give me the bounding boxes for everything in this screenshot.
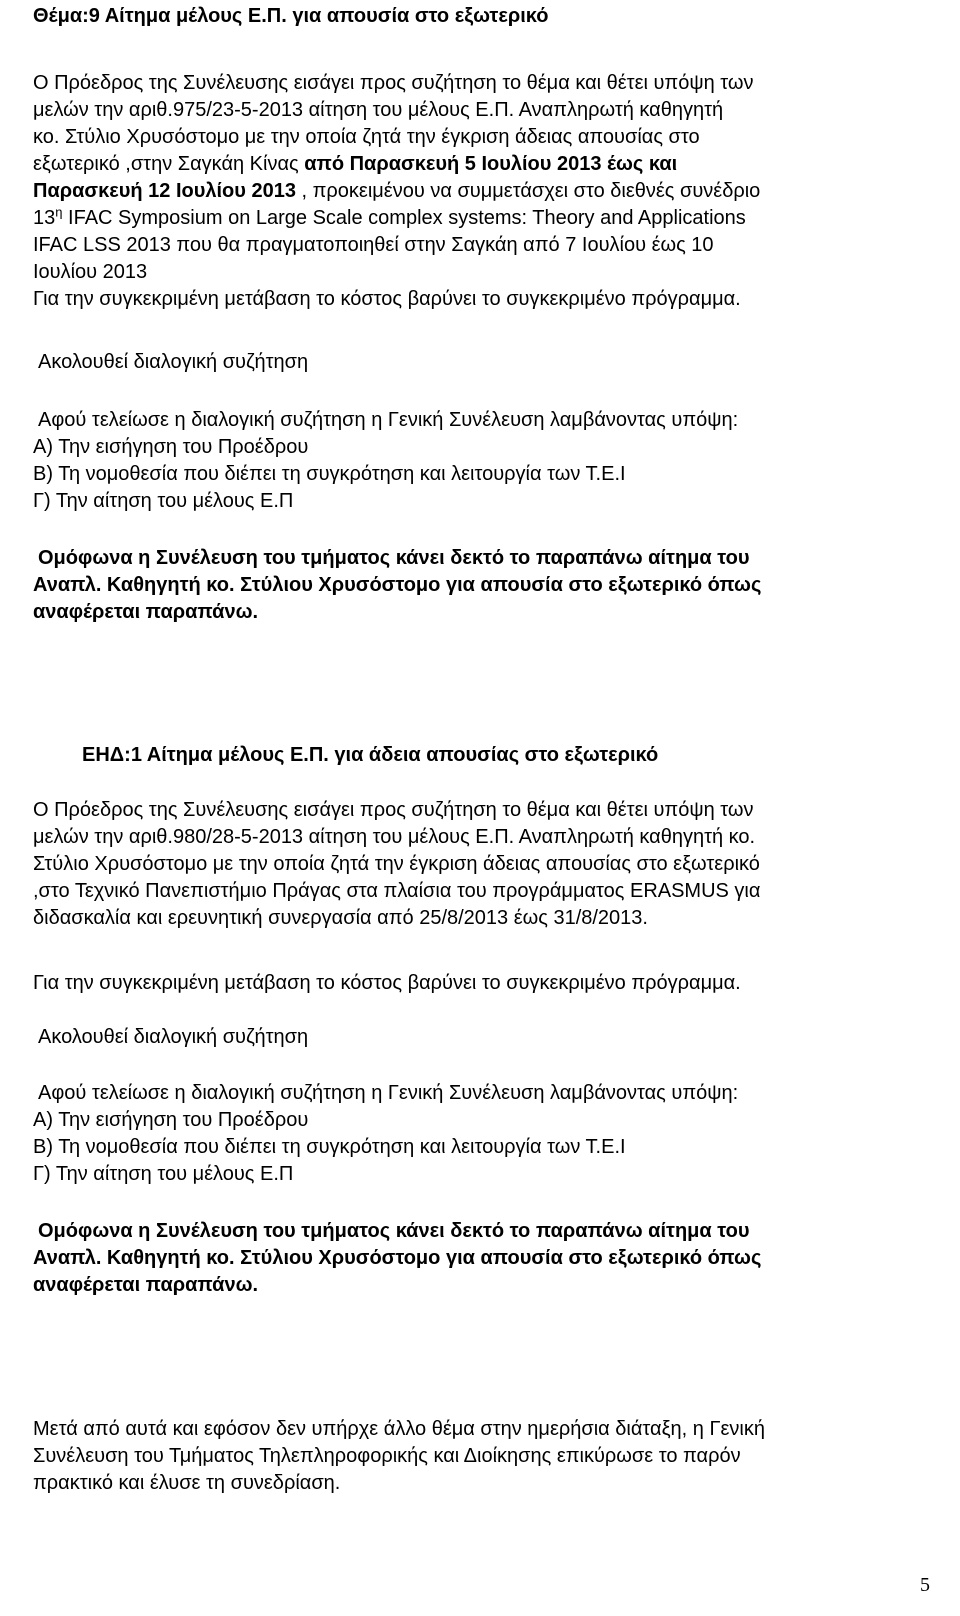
item9-p1-line6 <box>33 205 913 232</box>
item9-p1-line6-text: IFAC Symposium on Large Scale complex systems: Theory and Applications <box>62 207 746 229</box>
item9-request-paragraph <box>33 70 913 313</box>
item9-p1-line4-text: εξωτερικό ,στην Σαγκάη Κίνας <box>33 153 305 175</box>
item9-discussion-text: Ακολουθεί διαλογική συζήτηση <box>38 351 309 373</box>
item9-p1-line5 <box>33 178 913 205</box>
closing-line1: Μετά από αυτά και εφόσον δεν υπήρχε άλλο θέμα στην ημερήσια διάταξη, η Γενική <box>33 1418 765 1440</box>
item9-dates-start: από Παρασκευή 5 Ιουλίου 2013 έως και <box>304 153 678 175</box>
item9-heading <box>33 3 913 30</box>
ehd1-decision-line1: Ομόφωνα η Συνέλευση του τμήματος κάνει δεκτό το παραπάνω αίτημα του <box>38 1220 750 1242</box>
item9-consideration-a: Α) Την εισήγηση του Προέδρου <box>33 436 309 458</box>
ehd1-p1-line5: διδασκαλία και ερευνητική συνεργασία από 25/8/2013 έως 31/8/2013. <box>33 907 648 929</box>
ehd1-decision-line2: Αναπλ. Καθηγητή κο. Στύλιου Χρυσόστομο για απουσία στο εξωτερικό όπως <box>33 1247 762 1269</box>
ehd1-p1-line4: ,στο Τεχνικό Πανεπιστήμιο Πράγας στα πλαίσια του προγράμματος ERASMUS για <box>33 880 761 902</box>
ehd1-cost <box>33 970 913 997</box>
item9-ordinal-sup: η <box>55 204 63 220</box>
ehd1-p1-line2: μελών την αριθ.980/28-5-2013 αίτηση του μέλους Ε.Π. Αναπληρωτή καθηγητή κο. <box>33 826 756 848</box>
ehd1-cost-text: Για την συγκεκριμένη μετάβαση το κόστος βαρύνει το συγκεκριμένο πρόγραμμα. <box>33 972 741 994</box>
ehd1-request-paragraph <box>33 797 913 932</box>
item9-consideration-c: Γ) Την αίτηση του μέλους Ε.Π <box>33 490 294 512</box>
ehd1-consideration-a: Α) Την εισήγηση του Προέδρου <box>33 1109 309 1131</box>
item9-decision <box>33 545 913 626</box>
item9-ordinal: 13 <box>33 207 56 229</box>
ehd1-considerations <box>33 1080 913 1188</box>
page-number: 5 <box>920 1574 930 1596</box>
item9-p1-line7: IFAC LSS 2013 που θα πραγματοποιηθεί στην Σαγκάη από 7 Ιουλίου έως 10 <box>33 234 714 256</box>
item9-p1-line9: Για την συγκεκριμένη μετάβαση το κόστος βαρύνει το συγκεκριμένο πρόγραμμα. <box>33 288 741 310</box>
ehd1-consideration-c: Γ) Την αίτηση του μέλους Ε.Π <box>33 1163 294 1185</box>
item9-decision-line3: αναφέρεται παραπάνω. <box>33 601 259 623</box>
item9-p1-line8: Ιουλίου 2013 <box>33 261 148 283</box>
item9-p1-line2: μελών την αριθ.975/23-5-2013 αίτηση του μέλους Ε.Π. Αναπληρωτή καθηγητή <box>33 99 724 121</box>
item9-after-text: Αφού τελείωσε η διαλογική συζήτηση η Γενική Συνέλευση λαμβάνοντας υπόψη: <box>38 409 739 431</box>
item9-p1-line1: Ο Πρόεδρος της Συνέλευσης εισάγει προς συζήτηση το θέμα και θέτει υπόψη των <box>33 72 754 94</box>
ehd1-heading <box>82 742 960 769</box>
ehd1-discussion <box>33 1024 918 1051</box>
ehd1-consideration-b: Β) Τη νομοθεσία που διέπει τη συγκρότηση και λειτουργία των Τ.Ε.Ι <box>33 1136 626 1158</box>
item9-dates-end: Παρασκευή 12 Ιουλίου 2013 <box>33 180 296 202</box>
ehd1-p1-line3: Στύλιο Χρυσόστομο με την οποία ζητά την έγκριση άδειας απουσίας στο εξωτερικό <box>33 853 760 875</box>
item9-discussion <box>33 349 918 376</box>
item9-p1-line3: κο. Στύλιο Χρυσόστομο με την οποία ζητά την έγκριση άδειας απουσίας στο <box>33 126 700 148</box>
ehd1-discussion-text: Ακολουθεί διαλογική συζήτηση <box>38 1026 309 1048</box>
ehd1-heading-text: ΕΗΔ:1 Αίτημα μέλους Ε.Π. για άδεια απουσίας στο εξωτερικό <box>82 744 659 766</box>
closing-paragraph <box>33 1416 913 1497</box>
ehd1-decision <box>33 1218 913 1299</box>
item9-consideration-b: Β) Τη νομοθεσία που διέπει τη συγκρότηση και λειτουργία των Τ.Ε.Ι <box>33 463 626 485</box>
item9-p1-line5-text: , προκειμένου να συμμετάσχει στο διεθνές συνέδριο <box>295 180 761 202</box>
item9-p1-line4 <box>33 151 913 178</box>
item9-heading-text: Θέμα:9 Αίτημα μέλους Ε.Π. για απουσία στο εξωτερικό <box>33 5 549 27</box>
item9-decision-line1: Ομόφωνα η Συνέλευση του τμήματος κάνει δεκτό το παραπάνω αίτημα του <box>38 547 750 569</box>
item9-decision-line2: Αναπλ. Καθηγητή κο. Στύλιου Χρυσόστομο για απουσία στο εξωτερικό όπως <box>33 574 762 596</box>
closing-line3: πρακτικό και έλυσε τη συνεδρίαση. <box>33 1472 341 1494</box>
ehd1-after-text: Αφού τελείωσε η διαλογική συζήτηση η Γενική Συνέλευση λαμβάνοντας υπόψη: <box>38 1082 739 1104</box>
ehd1-p1-line1: Ο Πρόεδρος της Συνέλευσης εισάγει προς συζήτηση το θέμα και θέτει υπόψη των <box>33 799 754 821</box>
closing-line2: Συνέλευση του Τμήματος Τηλεπληροφορικής και Διοίκησης επικύρωσε το παρόν <box>33 1445 741 1467</box>
item9-considerations <box>33 407 913 515</box>
ehd1-decision-line3: αναφέρεται παραπάνω. <box>33 1274 259 1296</box>
